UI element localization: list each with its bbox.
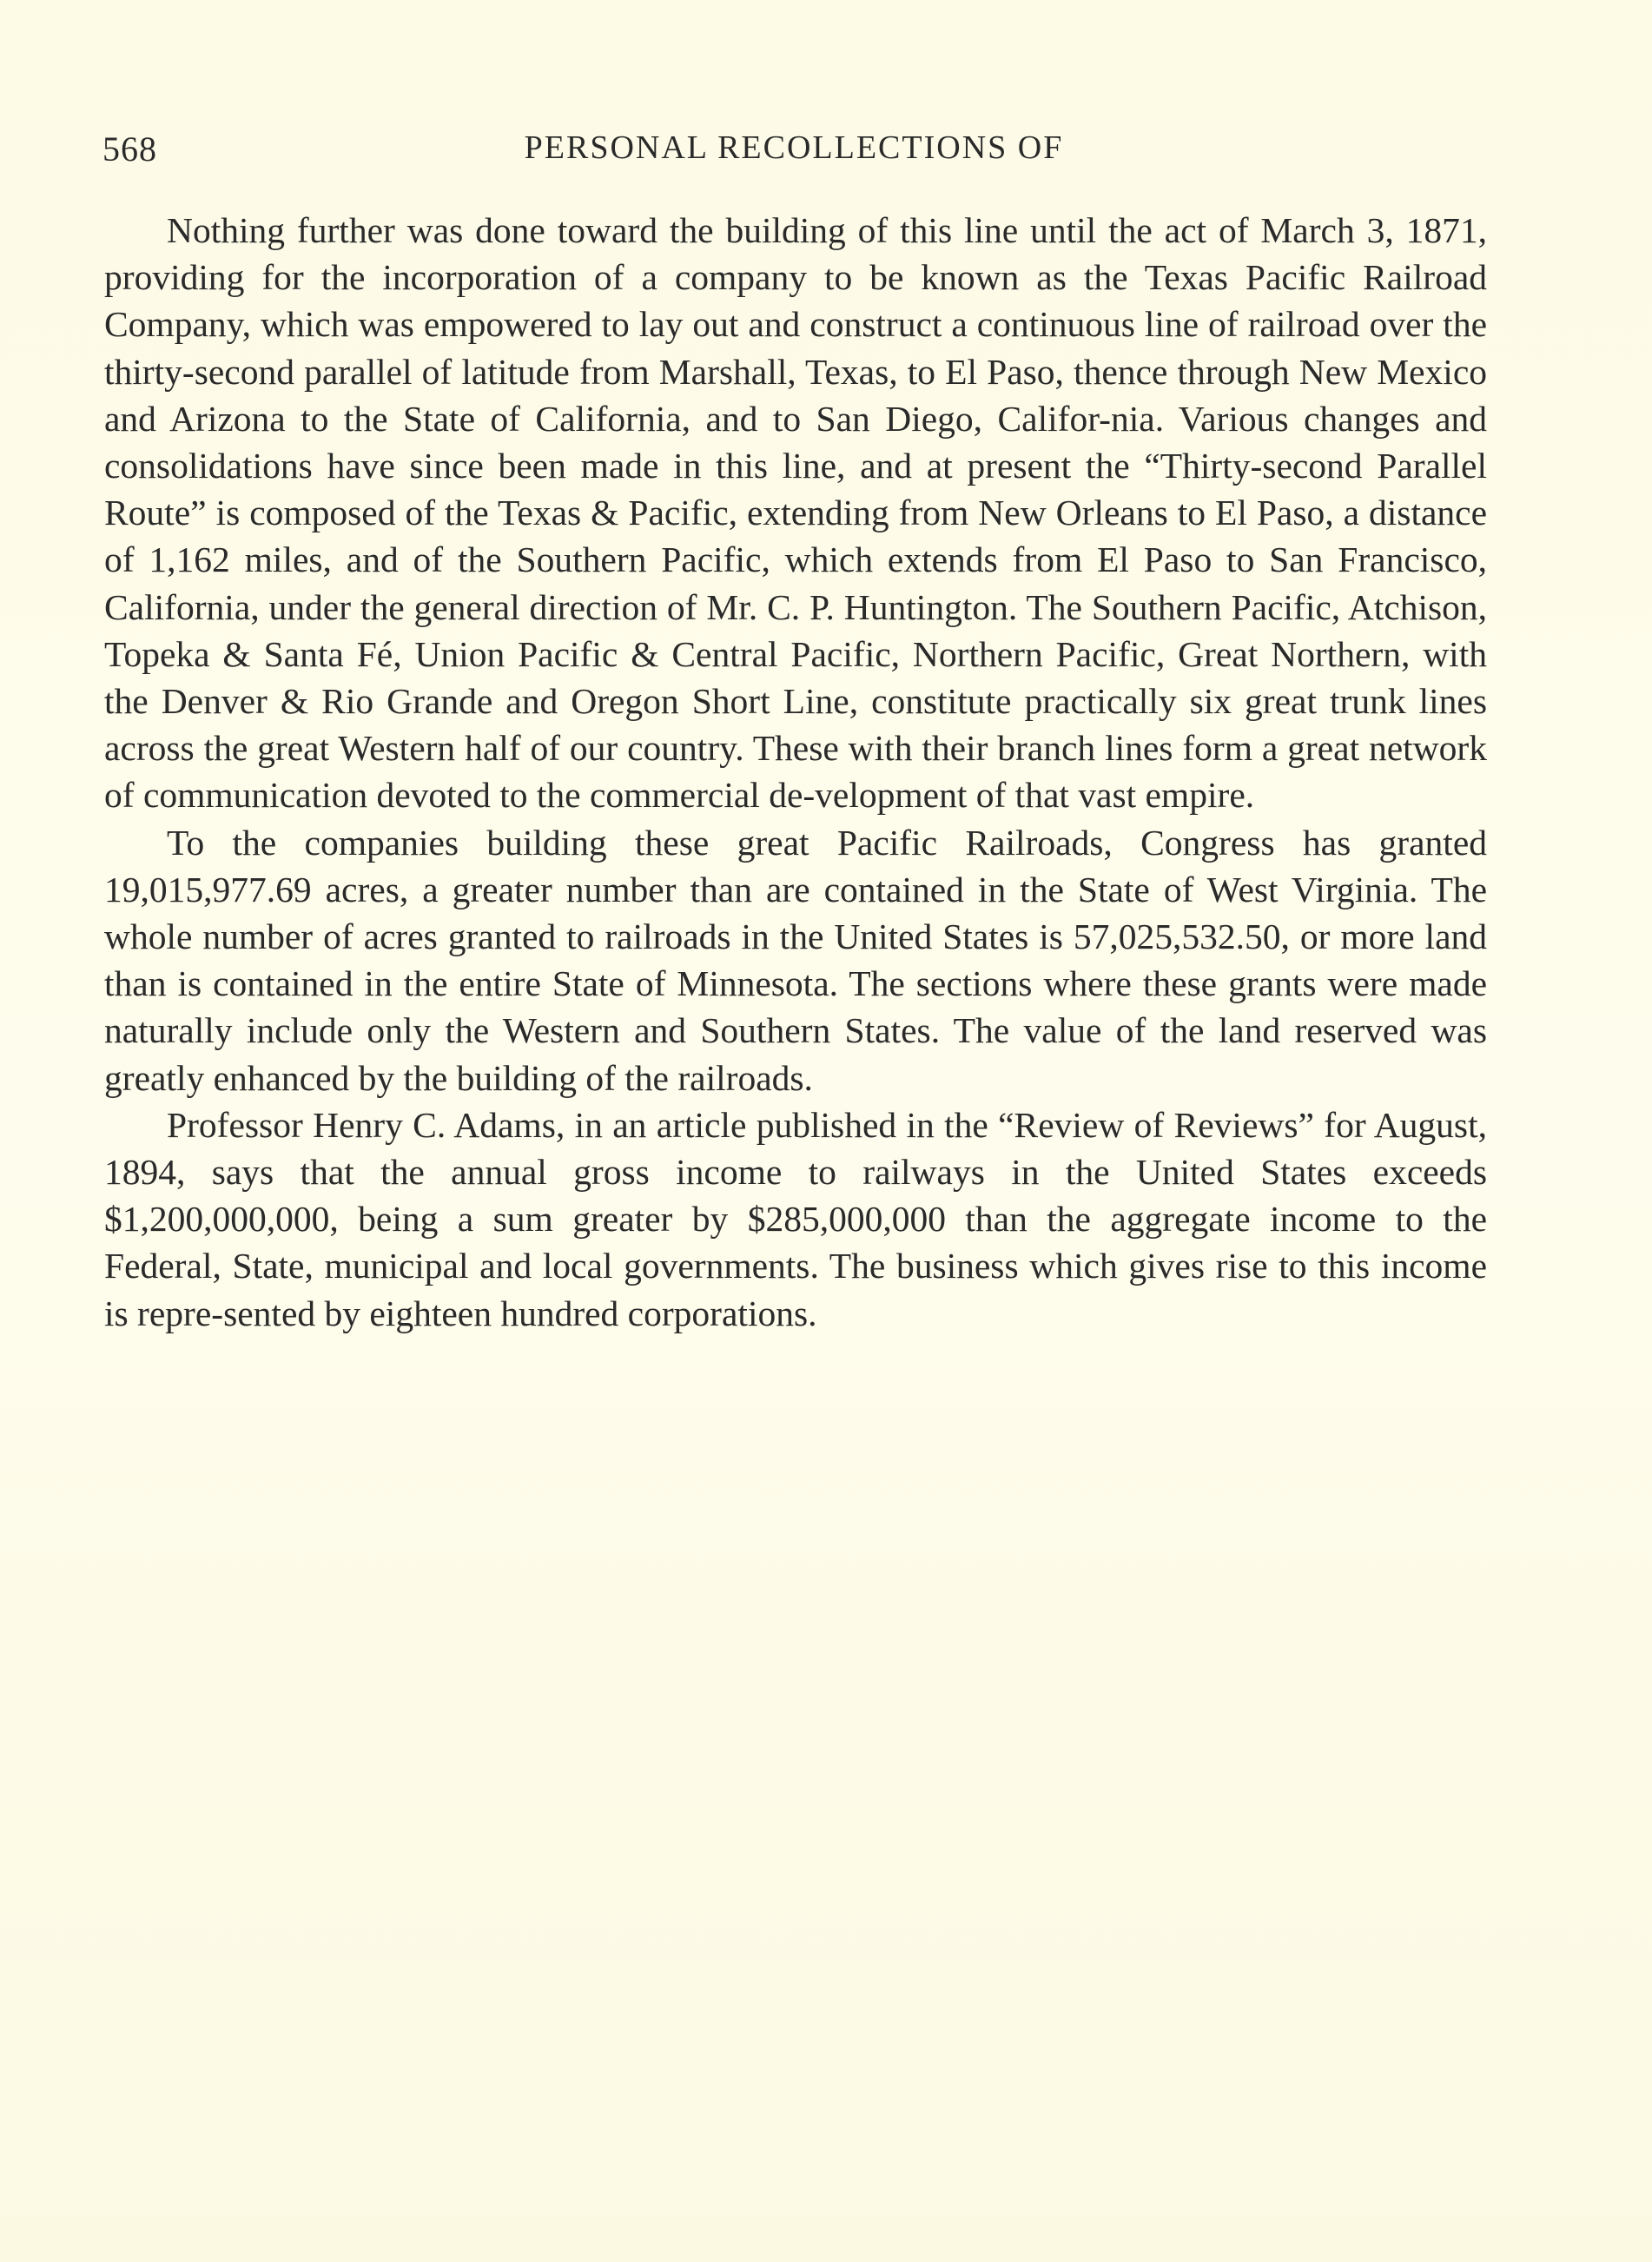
paragraph: Nothing further was done toward the building of this line until the act of March 3, 1871, providing for the incorporation of a company to be known as the Texas Pacific Railroad Company, which was empowered to lay out and construct a continuous line of railroad over the thirty-second parallel of latitude from Marshall, Texas, to El Paso, thence through New Mexico and Arizona to the State of California, and to San Diego, Califor-nia. Various changes and consolidations have since been made in this line, and at present the “Thirty-second Parallel Route” is composed of the Texas & Pacific, extending from New Orleans to El Paso, a distance of 1,162 miles, and of the Southern Pacific, which extends from El Paso to San Francisco, California, under the general direction of Mr. C. P. Huntington. The Southern Pacific, Atchison, Topeka & Santa Fé, Union Pacific & Central Pacific, Northern Pacific, Great Northern, with the Denver & Rio Grande and Oregon Short Line, constitute practically six great trunk lines across the great Western half of our country. These with their branch lines form a great network of communication devoted to the commercial de-velopment of that vast empire. bbox=[104, 210, 1487, 816]
running-head bbox=[102, 129, 1485, 181]
paragraph: To the companies building these great Pacific Railroads, Congress has granted 19,015,977.69 acres, a greater number than are contained in the State of West Virginia. The whole number of acres granted to railroads in the United States is 57,025,532.50, or more land than is contained in the entire State of Minnesota. The sections where these grants were made naturally include only the Western and Southern States. The value of the land reserved was greatly enhanced by the building of the railroads. bbox=[104, 822, 1487, 1098]
paragraph: Professor Henry C. Adams, in an article published in the “Review of Reviews” for August, 1894, says that the annual gross income to railways in the United States exceeds $1,200,000,000, being a sum greater by $285,000,000 than the aggregate income to the Federal, State, municipal and local governments. The business which gives rise to this income is repre-sented by eighteen hundred corporations. bbox=[104, 1104, 1487, 1333]
page-number: 568 bbox=[102, 129, 157, 169]
running-title: PERSONAL RECOLLECTIONS OF bbox=[524, 129, 1064, 166]
body-text bbox=[104, 207, 1487, 1337]
